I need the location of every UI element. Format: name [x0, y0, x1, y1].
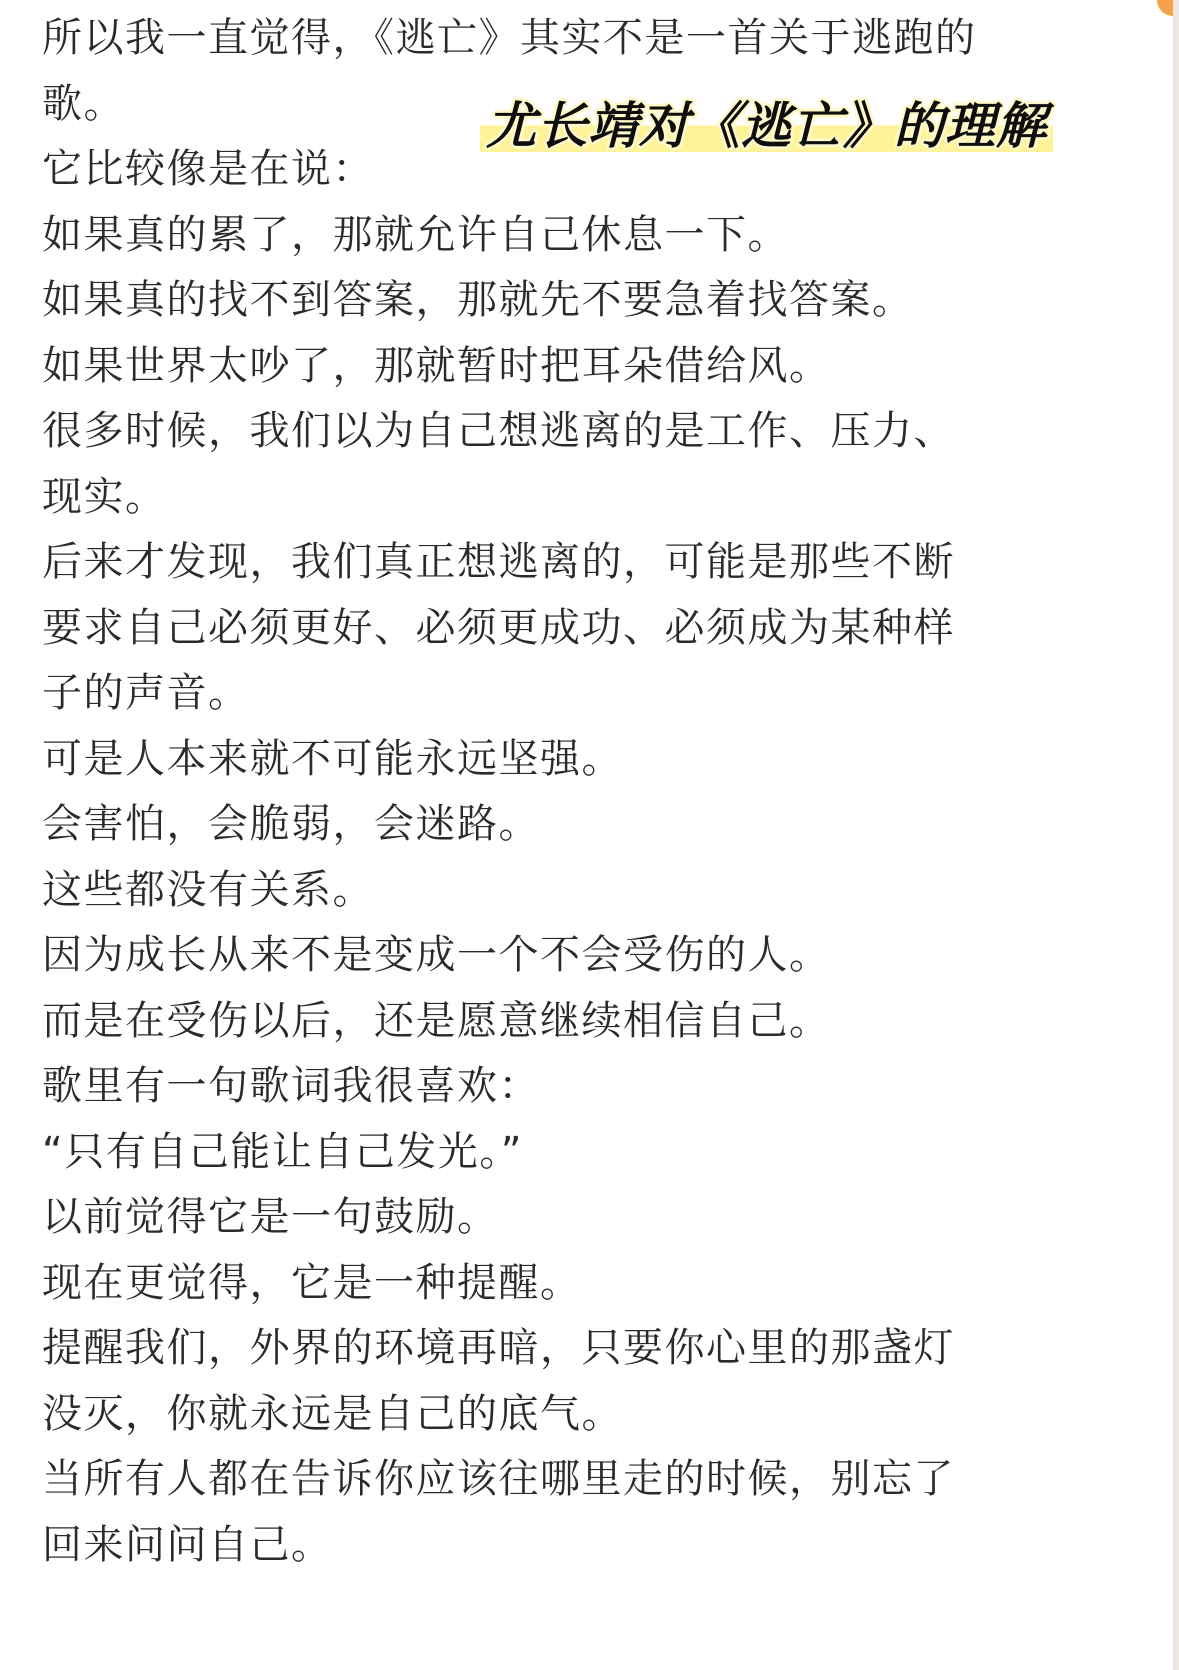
text-line: 因为成长从来不是变成一个不会受伤的人。 [42, 932, 831, 978]
text-line: 当所有人都在告诉你应该往哪里走的时候，别忘了 [42, 1456, 955, 1502]
text-line: 如果世界太吵了，那就暂时把耳朵借给风。 [42, 342, 831, 389]
article-body [42, 6, 1152, 1578]
text-line: 这些都没有关系。 [42, 866, 374, 913]
text-line: 如果真的找不到答案，那就先不要急着找答案。 [42, 277, 914, 323]
text-line: 它比较像是在说： [42, 146, 374, 192]
text-line: 现在更觉得，它是一种提醒。 [42, 1259, 582, 1306]
text-line: 回来问问自己。 [42, 1521, 333, 1568]
text-line: 提醒我们，外界的环境再暗，只要你心里的那盏灯 [42, 1325, 955, 1371]
text-line: 很多时候，我们以为自己想逃离的是工作、压力、 [42, 408, 955, 454]
text-line: 后来才发现，我们真正想逃离的，可能是那些不断 [42, 539, 955, 585]
overlay-title: 尤长靖对《逃亡》的理解 [480, 86, 1053, 158]
text-line: 歌里有一句歌词我很喜欢： [42, 1063, 540, 1109]
text-line: 而是在受伤以后，还是愿意继续相信自己。 [42, 997, 831, 1044]
text-line: “只有自己能让自己发光。” [42, 1128, 523, 1175]
text-line: 会害怕，会脆弱，会迷路。 [42, 801, 540, 847]
text-line: 如果真的累了，那就允许自己休息一下。 [42, 211, 789, 258]
text-line: 没灭，你就永远是自己的底气。 [42, 1390, 623, 1437]
text-line: 要求自己必须更好、必须更成功、必须成为某种样 [42, 604, 955, 651]
text-line: 歌。 [42, 80, 125, 127]
corner-accent [1157, 0, 1173, 16]
text-line: 所以我一直觉得，《逃亡》其实不是一首关于逃跑的 [42, 15, 977, 61]
text-line: 可是人本来就不可能永远坚强。 [42, 735, 623, 782]
text-line: 以前觉得它是一句鼓励。 [42, 1194, 499, 1240]
text-line: 现实。 [42, 473, 167, 520]
text-line: 子的声音。 [42, 670, 250, 716]
